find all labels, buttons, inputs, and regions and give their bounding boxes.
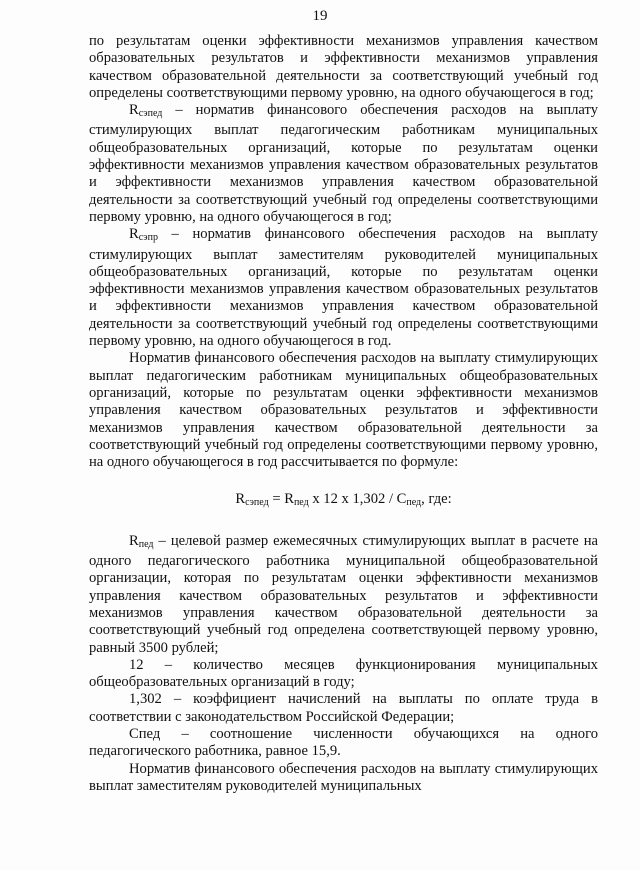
definition-12: 12 – количество месяцев функционирования муниципальных общеобразовательных организаций в году; <box>89 656 598 691</box>
definition-r-ped: $R_{пед}$ – целевой размер ежемесячных стимулирующих выплат в расчете на одного педагогического работника муниципальной общеобразовательной организации, которая по результатам оценки эффективности механизмов управления качеством образовательных результатов и эффективности механизмов управления качеством образовательной деятельности за соответствующий учебный год определена соответствующей первому уровню, равный 3500 рублей; <box>89 532 598 656</box>
definition-r-ped-text: – целевой размер ежемесячных стимулирующих выплат в расчете на одного педагогического работника муниципальной общеобразовательной организации, которая по результатам оценки эффективности механизмов управления качеством образовательных результатов и эффективности механизмов управления качеством образовательной деятельности за соответствующий учебный год определена соответствующей первому уровню, равный 3500 рублей; <box>89 532 598 656</box>
definition-1302: 1,302 – коэффициент начислений на выплаты по оплате труда в соответствии с законодательством Российской Федерации; <box>89 691 598 725</box>
page-number: 19 <box>312 8 328 24</box>
document-body <box>89 33 598 795</box>
paragraph-r-spr-text: норматив финансового обеспечения расходов на выплату стимулирующих выплат заместителям руководителей муниципальных общеобразовательных организаций, которые по результатам оценки эффективности механизмов управления качеством образовательных результатов и эффективности механизмов управления качеством образовательной деятельности за соответствующий учебный год определены соответствующими первому уровню, на одного обучающегося в год. <box>89 226 599 350</box>
subscript-sped: сэпед <box>138 108 163 120</box>
definition-sped: Спед – соотношение численности обучающихся на одного педагогического работника, равное 15,9. <box>89 725 598 760</box>
paragraph-next-normative: Норматив финансового обеспечения расходов на выплату стимулирующих выплат заместителям руководителей муниципальных <box>89 760 598 794</box>
symbol-r: R <box>129 226 139 243</box>
paragraph-r-sped: $R_{сэпед}$ – норматив финансового обеспечения расходов на выплату стимулирующих выплат педагогическим работникам муниципальных общеобразовательных организаций, которые по результатам оценки эффективности механизмов управления качеством образовательных результатов и эффективности механизмов управления качеством образовательной деятельности за соответствующий учебный год определены соответствующими первому уровню, на одного обучающегося в год; <box>89 102 599 225</box>
paragraph-r-spr: $R_{сэпр}$ – норматив финансового обеспечения расходов на выплату стимулирующих выплат заместителям руководителей муниципальных общеобразовательных организаций, которые по результатам оценки эффективности механизмов управления качеством образовательных результатов и эффективности механизмов управления качеством образовательной деятельности за соответствующий учебный год определены соответствующими первому уровню, на одного обучающегося в год. <box>89 226 599 350</box>
formula: $R_{сэпед} = R_{пед}$ х 12 х $1,302 / С_{пед}$, где: <box>235 491 452 509</box>
paragraph-normative: Норматив финансового обеспечения расходов на выплату стимулирующих выплат педагогическим работникам муниципальных общеобразовательных организаций, которые по результатам оценки эффективности механизмов управления качеством образовательных результатов и эффективности механизмов управления качеством образовательной деятельности за соответствующий учебный год определены соответствующими первому уровню, на одного обучающегося в год рассчитывается по формуле: <box>89 350 598 471</box>
subscript-spr: сэпр <box>138 232 158 244</box>
paragraph-intro: по результатам оценки эффективности механизмов управления качеством образовательных результатов и эффективности механизмов управления качеством образовательной деятельности за соответствующий учебный год определены соответствующими первому уровню, на одного обучающегося в год; <box>89 33 598 101</box>
paragraph-r-sped-text: норматив финансового обеспечения расходов на выплату стимулирующих выплат педагогическим работникам муниципальных общеобразовательных организаций, которые по результатам оценки эффективности механизмов управления качеством образовательных результатов и эффективности механизмов управления качеством образовательной деятельности за соответствующий учебный год определены соответствующими первому уровню, на одного обучающегося в год; <box>89 102 599 225</box>
symbol-r: R <box>129 102 139 119</box>
